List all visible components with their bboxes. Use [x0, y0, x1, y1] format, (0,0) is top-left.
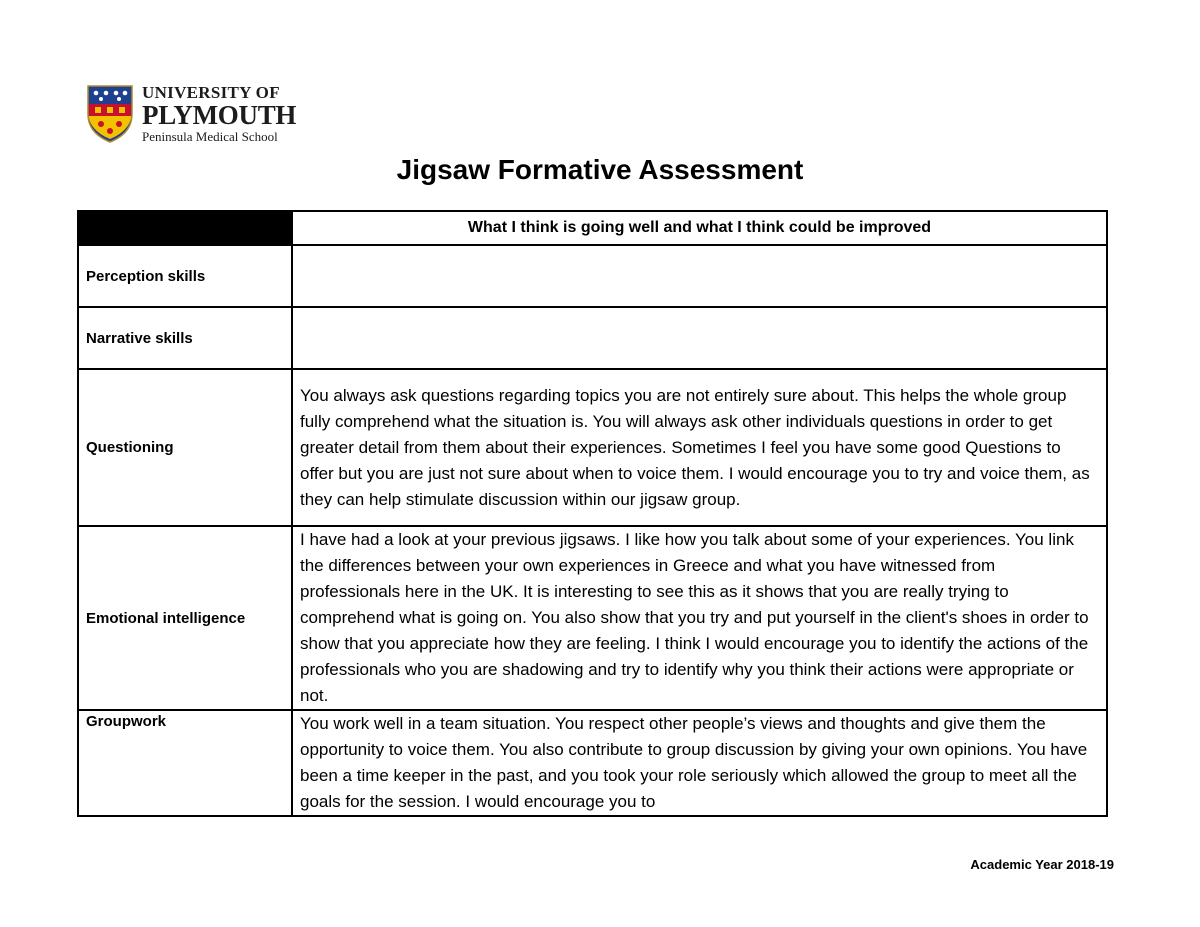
university-name-line2: PLYMOUTH	[142, 100, 297, 130]
row-label: Perception skills	[78, 245, 292, 307]
table-header-row	[78, 211, 1107, 245]
table-row	[78, 526, 1107, 710]
table-row	[78, 369, 1107, 526]
academic-year: Academic Year 2018-19	[970, 857, 1114, 872]
row-label: Questioning	[78, 369, 292, 526]
school-name: Peninsula Medical School	[142, 129, 278, 144]
row-label: Emotional intelligence	[78, 526, 292, 710]
header-corner-cell	[78, 211, 292, 245]
university-name-line1: UNIVERSITY OF	[142, 83, 280, 102]
row-feedback: I have had a look at your previous jigsaws. I like how you talk about some of your experiences. You link the differences between your own experiences in Greece and what you have witnessed from professionals here in the UK. It is interesting to see this as it shows that you are really trying to comprehend what is going on. You also show that you try and put yourself in the client's shoes in order to show that you appreciate how they are feeling. I think I would encourage you to identify the actions of the professionals who you are shadowing and try to identify why you think their actions were appropriate or not.	[292, 526, 1107, 710]
table-row	[78, 307, 1107, 369]
row-feedback: You work well in a team situation. You respect other people’s views and thoughts and give them the opportunity to voice them. You also contribute to group discussion by giving your own opinions. You have been a time keeper in the past, and you took your role seriously which allowed the group to meet all the goals for the session. I would encourage you to	[292, 710, 1107, 816]
page-title: Jigsaw Formative Assessment	[396, 154, 804, 185]
row-feedback	[292, 307, 1107, 369]
table-row	[78, 710, 1107, 816]
crest-icon	[86, 84, 134, 144]
assessment-table	[77, 210, 1108, 817]
table-row	[78, 245, 1107, 307]
row-label: Groupwork	[78, 710, 292, 816]
column-header: What I think is going well and what I think could be improved	[292, 211, 1107, 245]
row-feedback: You always ask questions regarding topics you are not entirely sure about. This helps the whole group fully comprehend what the situation is. You will always ask other individuals questions in order to get greater detail from them about their experiences. Sometimes I feel you have some good Questions to offer but you are just not sure about when to voice them. I would encourage you to try and voice them, as they can help stimulate discussion within our jigsaw group.	[292, 369, 1107, 526]
row-label: Narrative skills	[78, 307, 292, 369]
university-logo	[86, 84, 316, 146]
row-feedback	[292, 245, 1107, 307]
